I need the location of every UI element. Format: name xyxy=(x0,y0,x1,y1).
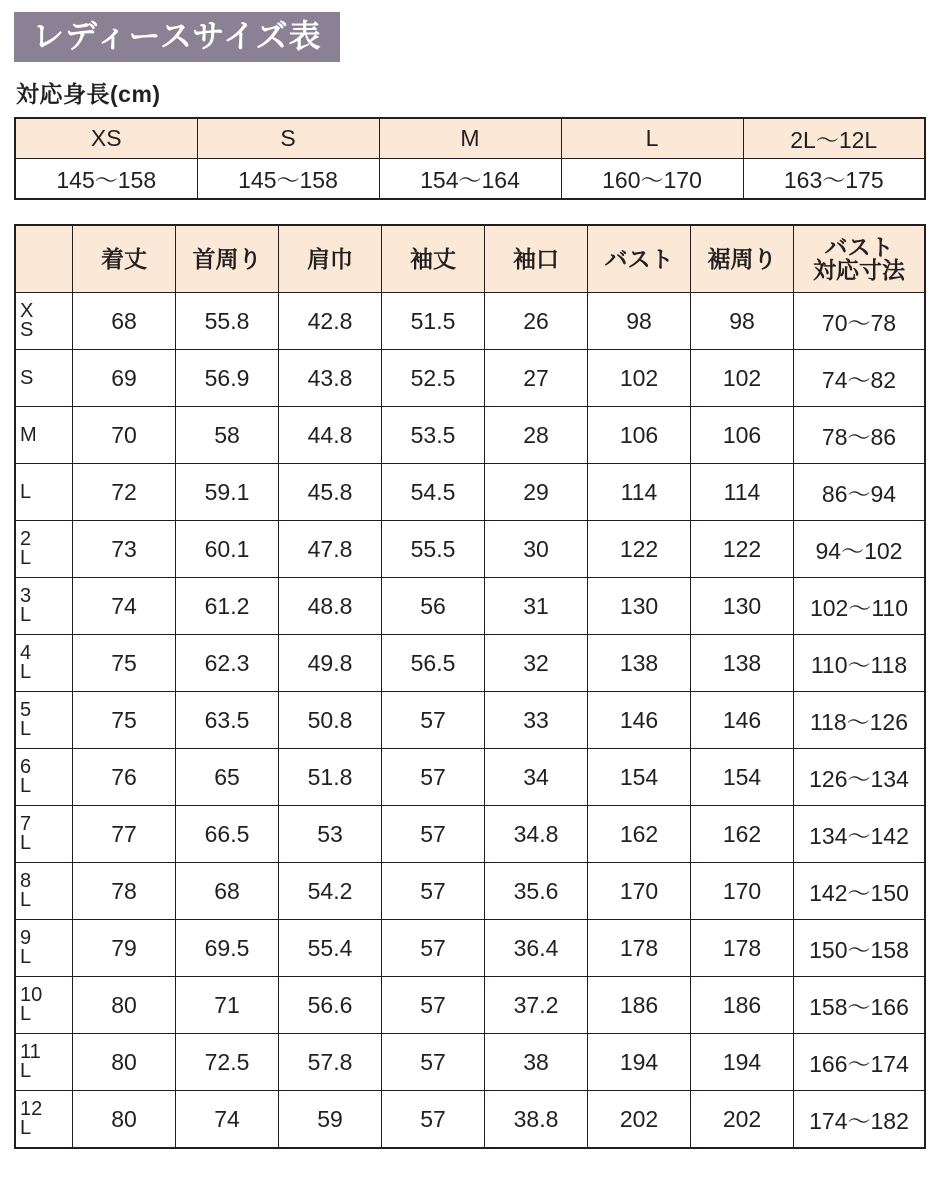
row-size-label xyxy=(15,1034,73,1091)
row-size-label-line: 10 xyxy=(20,984,43,1006)
table-cell: 55.4 xyxy=(279,920,382,977)
height-value-cell: 160〜170 xyxy=(561,159,743,200)
row-size-label xyxy=(15,578,73,635)
table-cell: 75 xyxy=(73,692,176,749)
table-cell: 130 xyxy=(588,578,691,635)
table-cell: 80 xyxy=(73,1034,176,1091)
table-cell: 146 xyxy=(588,692,691,749)
height-table-body xyxy=(15,118,925,199)
height-header-cell: S xyxy=(197,118,379,159)
table-cell: 60.1 xyxy=(176,521,279,578)
row-size-label xyxy=(15,407,73,464)
table-cell: 29 xyxy=(485,464,588,521)
table-cell: 57 xyxy=(382,977,485,1034)
row-size-label-line: 5 xyxy=(20,699,32,721)
table-cell: 138 xyxy=(588,635,691,692)
table-cell: 48.8 xyxy=(279,578,382,635)
row-size-label xyxy=(15,521,73,578)
row-size-label-line: M xyxy=(20,423,37,446)
table-row xyxy=(15,350,925,407)
table-cell: 32 xyxy=(485,635,588,692)
height-section-label: 対応身長(cm) xyxy=(16,81,161,107)
table-cell: 178 xyxy=(588,920,691,977)
table-cell: 50.8 xyxy=(279,692,382,749)
measurement-header-cell: 裾周り xyxy=(691,225,794,293)
table-cell: 34 xyxy=(485,749,588,806)
table-cell: 57 xyxy=(382,920,485,977)
table-cell: 51.8 xyxy=(279,749,382,806)
height-header-cell: 2L〜12L xyxy=(743,118,925,159)
row-size-label-line: 4 xyxy=(20,642,32,664)
table-cell: 98 xyxy=(588,293,691,350)
measurement-header-size xyxy=(15,225,73,293)
table-cell: 114 xyxy=(588,464,691,521)
table-cell: 194 xyxy=(691,1034,794,1091)
row-size-label xyxy=(15,806,73,863)
row-size-label-line: 7 xyxy=(20,813,32,835)
table-cell: 150〜158 xyxy=(794,920,926,977)
table-cell: 53.5 xyxy=(382,407,485,464)
table-cell: 154 xyxy=(691,749,794,806)
table-cell: 27 xyxy=(485,350,588,407)
table-cell: 37.2 xyxy=(485,977,588,1034)
table-cell: 106 xyxy=(588,407,691,464)
row-size-label-line: L xyxy=(20,604,32,626)
table-cell: 59.1 xyxy=(176,464,279,521)
measurement-header-cell: 袖口 xyxy=(485,225,588,293)
row-size-label-line: 12 xyxy=(20,1098,43,1120)
table-cell: 56.5 xyxy=(382,635,485,692)
table-cell: 154 xyxy=(588,749,691,806)
table-cell: 28 xyxy=(485,407,588,464)
table-cell: 74〜82 xyxy=(794,350,926,407)
measurement-header-cell: 袖丈 xyxy=(382,225,485,293)
table-cell: 162 xyxy=(588,806,691,863)
table-cell: 54.2 xyxy=(279,863,382,920)
row-size-label-line: 8 xyxy=(20,870,32,892)
table-cell: 56.6 xyxy=(279,977,382,1034)
table-cell: 45.8 xyxy=(279,464,382,521)
measurement-header-cell: 首周り xyxy=(176,225,279,293)
height-header-cell: L xyxy=(561,118,743,159)
table-cell: 80 xyxy=(73,1091,176,1149)
table-cell: 57.8 xyxy=(279,1034,382,1091)
row-size-label-line: L xyxy=(20,946,32,968)
row-size-label xyxy=(15,749,73,806)
height-table-header-row xyxy=(15,118,925,159)
height-value-cell: 145〜158 xyxy=(197,159,379,200)
table-cell: 55.8 xyxy=(176,293,279,350)
table-row xyxy=(15,464,925,521)
table-cell: 106 xyxy=(691,407,794,464)
row-size-label xyxy=(15,293,73,350)
table-cell: 186 xyxy=(588,977,691,1034)
height-value-cell: 163〜175 xyxy=(743,159,925,200)
table-cell: 110〜118 xyxy=(794,635,926,692)
table-cell: 59 xyxy=(279,1091,382,1149)
table-cell: 54.5 xyxy=(382,464,485,521)
table-cell: 202 xyxy=(588,1091,691,1149)
table-cell: 57 xyxy=(382,863,485,920)
table-cell: 78 xyxy=(73,863,176,920)
table-row xyxy=(15,635,925,692)
table-cell: 79 xyxy=(73,920,176,977)
table-cell: 102〜110 xyxy=(794,578,926,635)
table-cell: 118〜126 xyxy=(794,692,926,749)
row-size-label-line: L xyxy=(20,661,32,683)
table-cell: 26 xyxy=(485,293,588,350)
row-size-label-line: L xyxy=(20,1060,32,1082)
table-cell: 47.8 xyxy=(279,521,382,578)
table-cell: 170 xyxy=(691,863,794,920)
measurement-section xyxy=(14,224,926,1149)
table-cell: 68 xyxy=(73,293,176,350)
table-cell: 72.5 xyxy=(176,1034,279,1091)
table-cell: 34.8 xyxy=(485,806,588,863)
height-table-row xyxy=(15,159,925,200)
table-cell: 30 xyxy=(485,521,588,578)
table-cell: 61.2 xyxy=(176,578,279,635)
row-size-label-line: L xyxy=(20,547,32,569)
table-cell: 38.8 xyxy=(485,1091,588,1149)
height-header-cell: M xyxy=(379,118,561,159)
table-cell: 75 xyxy=(73,635,176,692)
table-cell: 166〜174 xyxy=(794,1034,926,1091)
table-cell: 102 xyxy=(588,350,691,407)
table-cell: 35.6 xyxy=(485,863,588,920)
table-cell: 55.5 xyxy=(382,521,485,578)
height-header-cell: XS xyxy=(15,118,197,159)
table-row xyxy=(15,521,925,578)
table-cell: 69.5 xyxy=(176,920,279,977)
table-cell: 134〜142 xyxy=(794,806,926,863)
measurement-header-row xyxy=(15,225,925,293)
table-cell: 72 xyxy=(73,464,176,521)
measurement-table-body xyxy=(15,293,925,1149)
table-cell: 122 xyxy=(691,521,794,578)
table-cell: 53 xyxy=(279,806,382,863)
table-cell: 49.8 xyxy=(279,635,382,692)
row-size-label-line: 2 xyxy=(20,528,32,550)
table-cell: 70 xyxy=(73,407,176,464)
table-row xyxy=(15,293,925,350)
table-row xyxy=(15,692,925,749)
row-size-label-line: L xyxy=(20,1117,32,1139)
bust-range-line-1: バスト xyxy=(824,233,894,260)
row-size-label-line: L xyxy=(20,480,32,503)
table-cell: 98 xyxy=(691,293,794,350)
table-row xyxy=(15,1034,925,1091)
table-cell: 76 xyxy=(73,749,176,806)
table-cell: 78〜86 xyxy=(794,407,926,464)
row-size-label xyxy=(15,977,73,1034)
row-size-label xyxy=(15,692,73,749)
table-cell: 69 xyxy=(73,350,176,407)
table-cell: 174〜182 xyxy=(794,1091,926,1149)
table-cell: 58 xyxy=(176,407,279,464)
table-cell: 194 xyxy=(588,1034,691,1091)
table-cell: 63.5 xyxy=(176,692,279,749)
row-size-label xyxy=(15,1091,73,1149)
table-row xyxy=(15,407,925,464)
table-row xyxy=(15,578,925,635)
bust-range-line-2: 対応寸法 xyxy=(813,257,905,283)
table-cell: 138 xyxy=(691,635,794,692)
table-cell: 36.4 xyxy=(485,920,588,977)
table-row xyxy=(15,977,925,1034)
row-size-label-line: S xyxy=(20,319,34,341)
table-cell: 142〜150 xyxy=(794,863,926,920)
table-cell: 70〜78 xyxy=(794,293,926,350)
height-value-cell: 154〜164 xyxy=(379,159,561,200)
table-cell: 162 xyxy=(691,806,794,863)
table-cell: 102 xyxy=(691,350,794,407)
table-cell: 94〜102 xyxy=(794,521,926,578)
row-size-label xyxy=(15,920,73,977)
table-row xyxy=(15,749,925,806)
table-cell: 68 xyxy=(176,863,279,920)
row-size-label xyxy=(15,350,73,407)
table-cell: 62.3 xyxy=(176,635,279,692)
row-size-label-line: 6 xyxy=(20,756,32,778)
table-cell: 57 xyxy=(382,806,485,863)
row-size-label-line: L xyxy=(20,775,32,797)
table-cell: 146 xyxy=(691,692,794,749)
table-cell: 74 xyxy=(73,578,176,635)
row-size-label-line: 9 xyxy=(20,927,32,949)
measurement-header-cell: 着丈 xyxy=(73,225,176,293)
table-cell: 122 xyxy=(588,521,691,578)
table-cell: 56.9 xyxy=(176,350,279,407)
table-row xyxy=(15,863,925,920)
measurement-header-cell: 肩巾 xyxy=(279,225,382,293)
row-size-label-line: L xyxy=(20,1003,32,1025)
row-size-label-line: X xyxy=(20,300,34,322)
table-cell: 44.8 xyxy=(279,407,382,464)
table-cell: 77 xyxy=(73,806,176,863)
table-cell: 130 xyxy=(691,578,794,635)
table-row xyxy=(15,806,925,863)
table-cell: 57 xyxy=(382,1091,485,1149)
measurement-table xyxy=(14,224,926,1149)
table-cell: 80 xyxy=(73,977,176,1034)
table-cell: 51.5 xyxy=(382,293,485,350)
table-cell: 186 xyxy=(691,977,794,1034)
table-cell: 202 xyxy=(691,1091,794,1149)
table-row xyxy=(15,1091,925,1149)
height-value-cell: 145〜158 xyxy=(15,159,197,200)
table-cell: 42.8 xyxy=(279,293,382,350)
table-cell: 57 xyxy=(382,692,485,749)
table-cell: 52.5 xyxy=(382,350,485,407)
measurement-header-cell: バスト xyxy=(588,225,691,293)
table-cell: 74 xyxy=(176,1091,279,1149)
table-cell: 43.8 xyxy=(279,350,382,407)
height-table xyxy=(14,117,926,200)
table-cell: 71 xyxy=(176,977,279,1034)
table-cell: 170 xyxy=(588,863,691,920)
row-size-label-line: L xyxy=(20,718,32,740)
table-cell: 57 xyxy=(382,1034,485,1091)
table-row xyxy=(15,920,925,977)
table-cell: 31 xyxy=(485,578,588,635)
page-title: レディースサイズ表 xyxy=(14,12,340,62)
row-size-label-line: 3 xyxy=(20,585,32,607)
table-cell: 66.5 xyxy=(176,806,279,863)
table-cell: 56 xyxy=(382,578,485,635)
table-cell: 65 xyxy=(176,749,279,806)
measurement-header-cell-bust-range xyxy=(794,225,926,293)
table-cell: 86〜94 xyxy=(794,464,926,521)
row-size-label xyxy=(15,863,73,920)
table-cell: 158〜166 xyxy=(794,977,926,1034)
table-cell: 38 xyxy=(485,1034,588,1091)
row-size-label-line: L xyxy=(20,889,32,911)
row-size-label-line: 11 xyxy=(20,1041,41,1063)
row-size-label xyxy=(15,635,73,692)
table-cell: 178 xyxy=(691,920,794,977)
row-size-label xyxy=(15,464,73,521)
table-cell: 126〜134 xyxy=(794,749,926,806)
table-cell: 73 xyxy=(73,521,176,578)
table-cell: 114 xyxy=(691,464,794,521)
table-cell: 57 xyxy=(382,749,485,806)
table-cell: 33 xyxy=(485,692,588,749)
row-size-label-line: L xyxy=(20,832,32,854)
measurement-table-head xyxy=(15,225,925,293)
row-size-label-line: S xyxy=(20,366,34,389)
